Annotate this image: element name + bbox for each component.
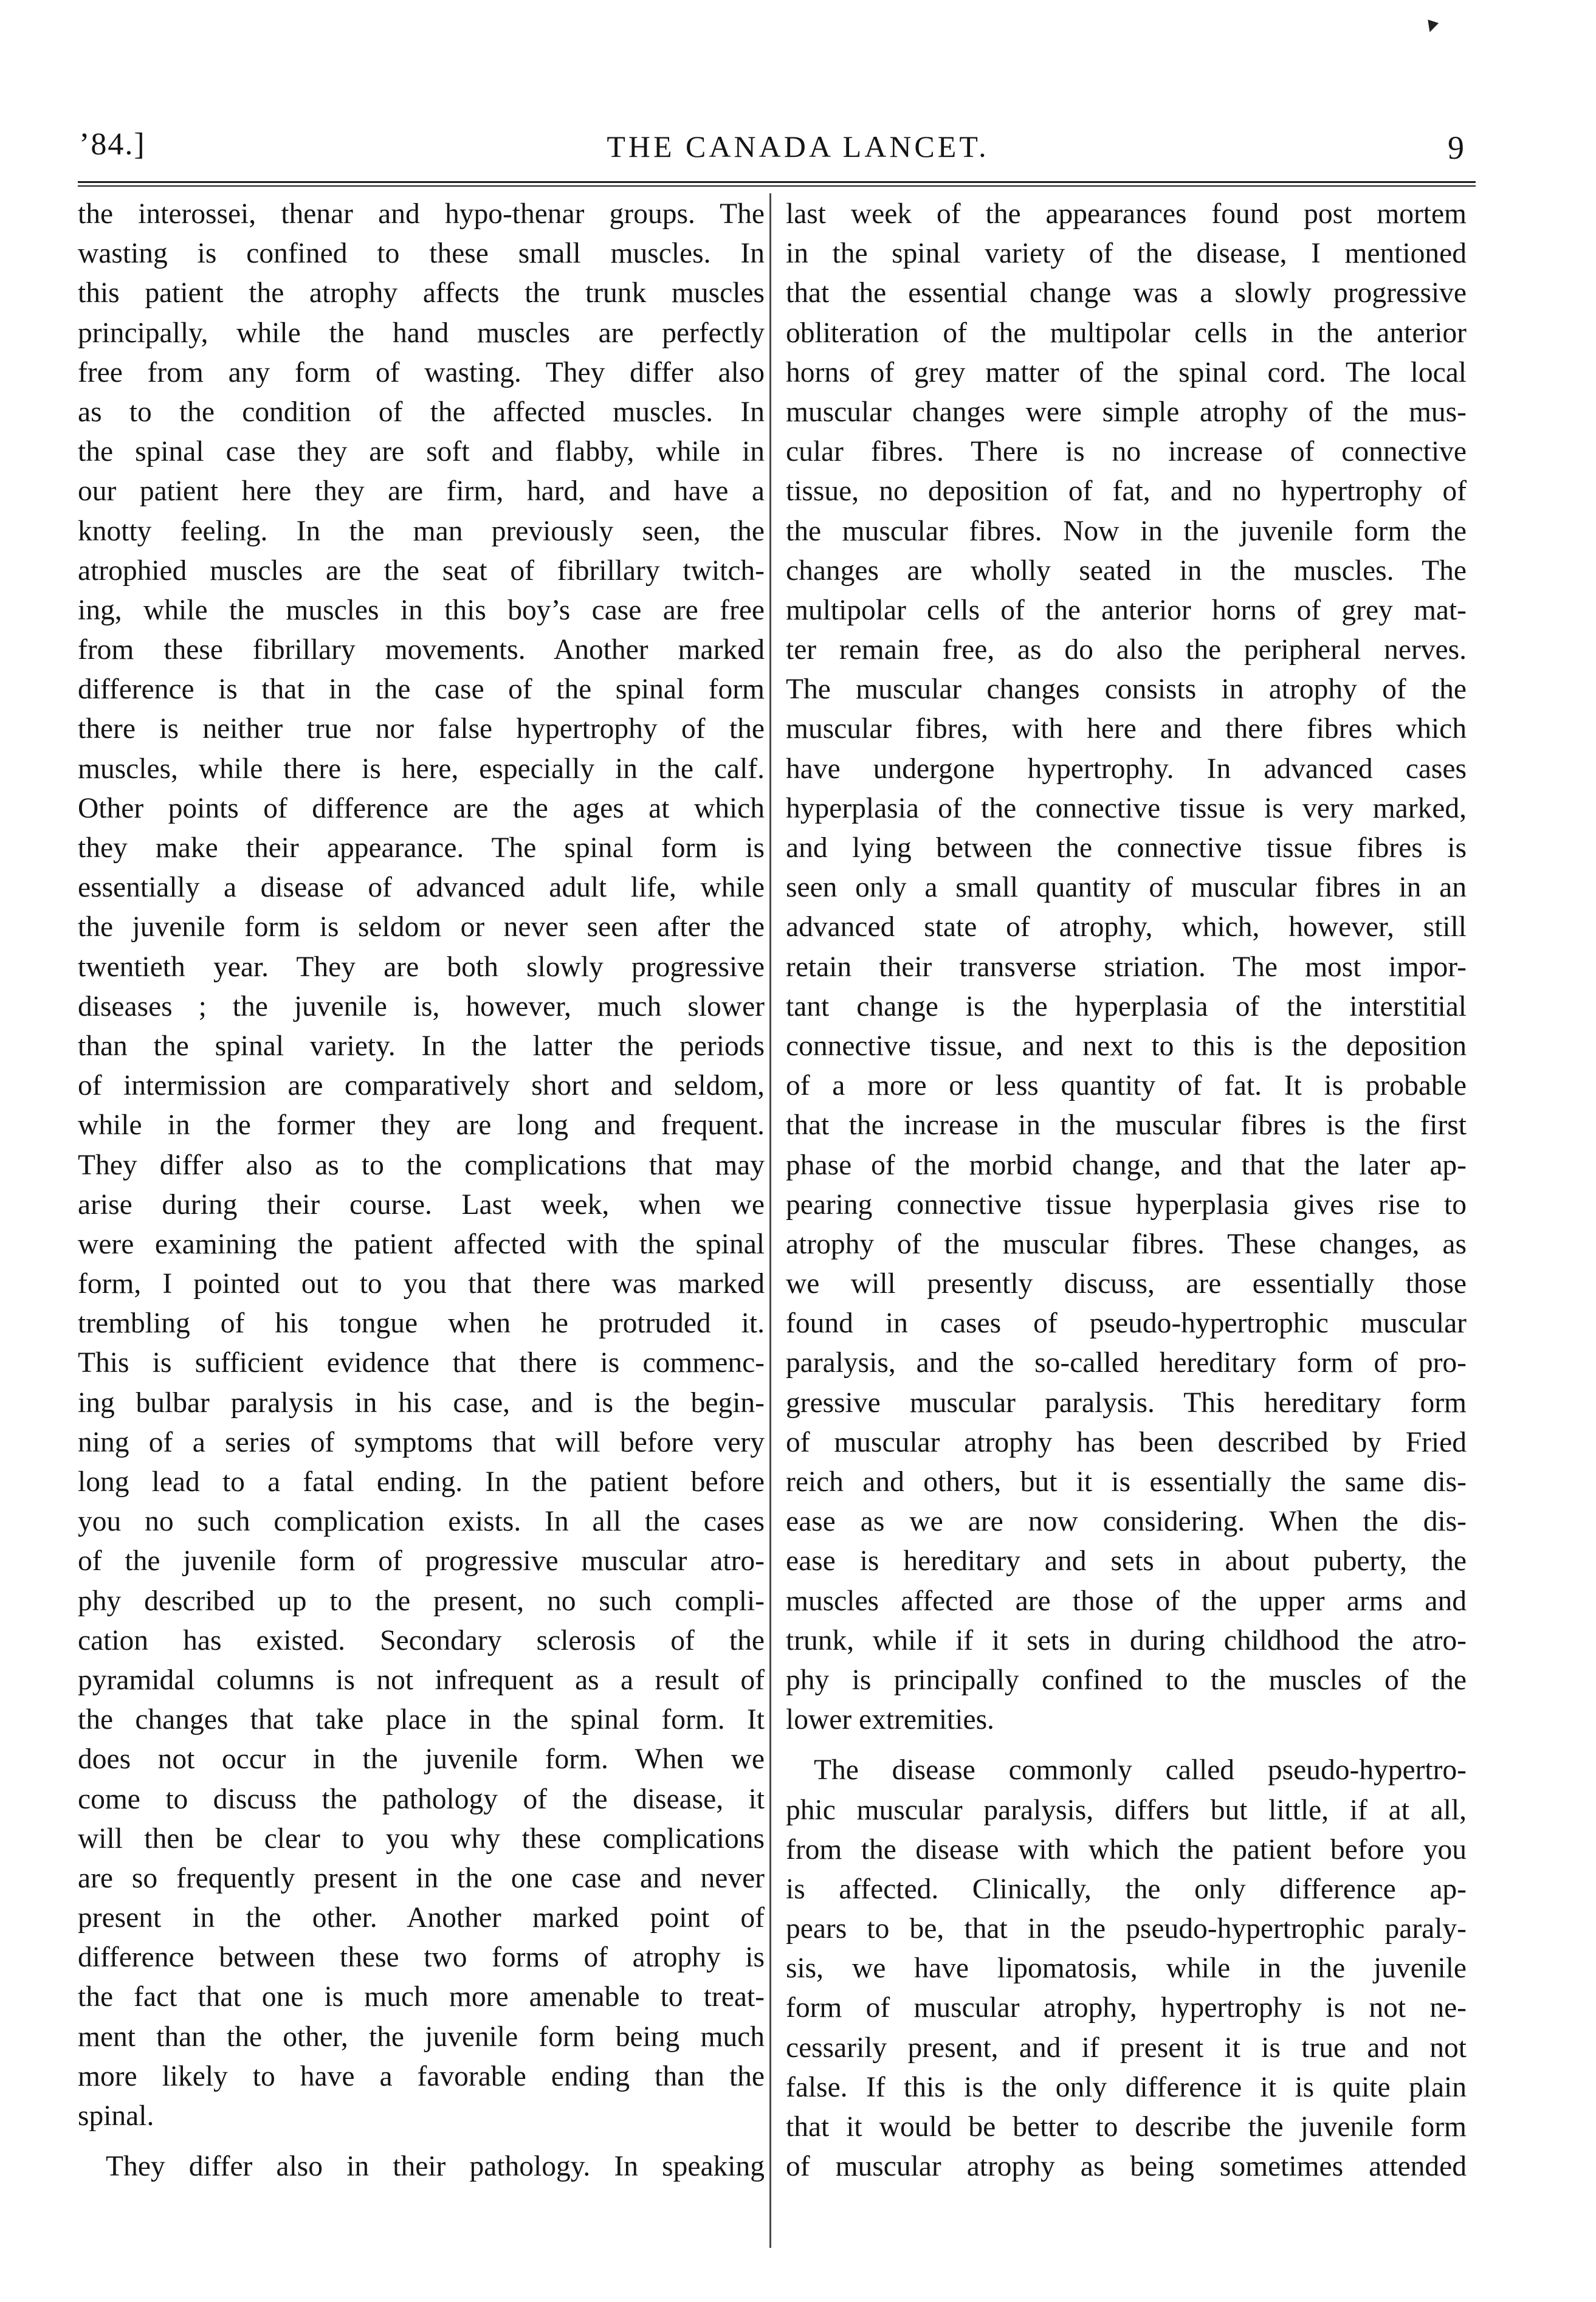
text-line: in the spinal variety of the disease, I mentioned [786, 238, 1467, 270]
text-line: present in the other. Another marked point of [78, 1902, 765, 1934]
text-line: and lying between the connective tissue fibres is [786, 832, 1467, 864]
text-line: ease is hereditary and sets in about puberty, the [786, 1545, 1467, 1577]
paragraph-gap [78, 2136, 765, 2147]
paragraph-gap [786, 1740, 1467, 1751]
text-line: retain their transverse striation. The most impor- [786, 951, 1467, 983]
left-column [78, 195, 765, 2187]
text-line: have undergone hypertrophy. In advanced cases [786, 753, 1467, 785]
text-line: we will presently discuss, are essentially those [786, 1268, 1467, 1300]
text-line: muscles affected are those of the upper arms and [786, 1585, 1467, 1617]
text-line: long lead to a fatal ending. In the patient before [78, 1466, 765, 1498]
text-line: hyperplasia of the connective tissue is very marked, [786, 792, 1467, 824]
text-line: principally, while the hand muscles are perfectly [78, 317, 765, 349]
text-line: than the spinal variety. In the latter the periods [78, 1030, 765, 1062]
text-line: of muscular atrophy has been described by Fried [786, 1426, 1467, 1458]
text-line: changes are wholly seated in the muscles. The [786, 554, 1467, 587]
text-line: the changes that take place in the spinal form. It [78, 1704, 765, 1736]
text-line: ease as we are now considering. When the dis- [786, 1506, 1467, 1538]
text-line: the muscular fibres. Now in the juvenile form the [786, 515, 1467, 547]
corner-mark: ▼ [1419, 12, 1445, 40]
text-line: sis, we have lipomatosis, while in the juvenile [786, 1952, 1467, 1985]
text-line: of the juvenile form of progressive muscular atro- [78, 1545, 765, 1577]
text-line: multipolar cells of the anterior horns of grey mat- [786, 594, 1467, 626]
text-line: advanced state of atrophy, which, however, still [786, 911, 1467, 943]
text-line: are so frequently present in the one case and never [78, 1862, 765, 1894]
text-line: essentially a disease of advanced adult life, while [78, 872, 765, 904]
column-divider [769, 193, 771, 2248]
text-line: this patient the atrophy affects the trunk muscles [78, 277, 765, 309]
text-line: of intermission are comparatively short and seldom, [78, 1070, 765, 1102]
text-line: you no such complication exists. In all the cases [78, 1506, 765, 1538]
text-line: of muscular atrophy as being sometimes attended [786, 2151, 1467, 2183]
text-line: Other points of difference are the ages at which [78, 792, 765, 824]
text-line: tissue, no deposition of fat, and no hypertrophy of [786, 475, 1467, 508]
text-line: does not occur in the juvenile form. When we [78, 1743, 765, 1776]
text-line: form of muscular atrophy, hypertrophy is not ne- [786, 1992, 1467, 2024]
text-line: cessarily present, and if present it is true and not [786, 2031, 1467, 2064]
text-line: the spinal case they are soft and flabby, while in [78, 436, 765, 468]
text-line: the juvenile form is seldom or never seen after the [78, 911, 765, 943]
text-line: come to discuss the pathology of the disease, it [78, 1783, 765, 1815]
text-line: as to the condition of the affected muscles. In [78, 396, 765, 428]
header-rule [78, 181, 1476, 183]
text-line: false. If this is the only difference it is quite plain [786, 2071, 1467, 2103]
text-line: atrophied muscles are the seat of fibrillary twitch- [78, 554, 765, 587]
text-line: knotty feeling. In the man previously seen, the [78, 515, 765, 547]
text-line: while in the former they are long and frequent. [78, 1109, 765, 1142]
text-line: of a more or less quantity of fat. It is probable [786, 1070, 1467, 1102]
header-rule-thin [78, 185, 1476, 187]
text-line: lower extremities. [786, 1704, 994, 1736]
text-line: the fact that one is much more amenable to treat- [78, 1981, 765, 2013]
text-line: arise during their course. Last week, when we [78, 1188, 765, 1221]
text-line: from the disease with which the patient before you [786, 1833, 1467, 1866]
text-line: that the increase in the muscular fibres is the first [786, 1109, 1467, 1142]
text-line: ning of a series of symptoms that will before very [78, 1426, 765, 1458]
text-line: will then be clear to you why these complications [78, 1822, 765, 1855]
text-line: pyramidal columns is not infrequent as a result of [78, 1664, 765, 1696]
text-line: muscular fibres, with here and there fibres which [786, 713, 1467, 745]
text-line: horns of grey matter of the spinal cord. The local [786, 356, 1467, 388]
text-line: gressive muscular paralysis. This hereditary form [786, 1387, 1467, 1419]
text-line: trunk, while if it sets in during childhood the atro- [786, 1624, 1467, 1656]
text-line: connective tissue, and next to this is the deposition [786, 1030, 1467, 1062]
text-line: paralysis, and the so-called hereditary form of pro- [786, 1347, 1467, 1379]
text-line: twentieth year. They are both slowly progressive [78, 951, 765, 983]
text-line: there is neither true nor false hypertrophy of the [78, 713, 765, 745]
text-line: from these fibrillary movements. Another marked [78, 634, 765, 666]
text-line: they make their appearance. The spinal form is [78, 832, 765, 864]
text-line: more likely to have a favorable ending than the [78, 2060, 765, 2092]
text-line: The disease commonly called pseudo-hypertro- [814, 1754, 1467, 1787]
text-line: ter remain free, as do also the peripheral nerves. [786, 634, 1467, 666]
text-line: tant change is the hyperplasia of the interstitial [786, 990, 1467, 1022]
text-line: atrophy of the muscular fibres. These changes, as [786, 1228, 1467, 1260]
text-line: trembling of his tongue when he protruded it. [78, 1308, 765, 1340]
text-line: They differ also in their pathology. In speaking [106, 2151, 765, 2183]
text-line: is affected. Clinically, the only difference ap- [786, 1873, 1467, 1905]
text-line: obliteration of the multipolar cells in the anterior [786, 317, 1467, 349]
text-line: ing, while the muscles in this boy’s case are free [78, 594, 765, 626]
text-line: free from any form of wasting. They differ also [78, 356, 765, 388]
text-line: difference between these two forms of atrophy is [78, 1942, 765, 1974]
text-line: cular fibres. There is no increase of connective [786, 436, 1467, 468]
text-line: the interossei, thenar and hypo-thenar groups. The [78, 198, 765, 230]
text-line: pearing connective tissue hyperplasia gives rise to [786, 1188, 1467, 1221]
text-line: muscular changes were simple atrophy of the mus- [786, 396, 1467, 428]
text-line: phic muscular paralysis, differs but little, if at all, [786, 1794, 1467, 1826]
text-line: ment than the other, the juvenile form being much [78, 2021, 765, 2053]
text-line: were examining the patient affected with the spinal [78, 1228, 765, 1260]
text-line: phy is principally confined to the muscles of the [786, 1664, 1467, 1696]
text-line: This is sufficient evidence that there is commenc- [78, 1347, 765, 1379]
text-line: wasting is confined to these small muscles. In [78, 238, 765, 270]
text-line: cation has existed. Secondary sclerosis of the [78, 1624, 765, 1656]
text-line: phy described up to the present, no such compli- [78, 1585, 765, 1617]
text-line: spinal. [78, 2100, 154, 2132]
text-line: form, I pointed out to you that there was marked [78, 1268, 765, 1300]
text-line: pears to be, that in the pseudo-hypertrophic paraly- [786, 1913, 1467, 1945]
text-line: that the essential change was a slowly progressive [786, 277, 1467, 309]
text-line: muscles, while there is here, especially in the calf. [78, 753, 765, 785]
text-line: difference is that in the case of the spinal form [78, 674, 765, 706]
text-line: last week of the appearances found post mortem [786, 198, 1467, 230]
running-header [0, 122, 1596, 170]
text-line: They differ also as to the complications that may [78, 1149, 765, 1181]
text-line: phase of the morbid change, and that the later ap- [786, 1149, 1467, 1181]
text-line: seen only a small quantity of muscular fibres in an [786, 872, 1467, 904]
text-line: ing bulbar paralysis in his case, and is the begin- [78, 1387, 765, 1419]
journal-title: THE CANADA LANCET. [607, 129, 989, 164]
text-line: found in cases of pseudo-hypertrophic muscular [786, 1308, 1467, 1340]
text-line: The muscular changes consists in atrophy of the [786, 674, 1467, 706]
page-number: 9 [1448, 129, 1464, 166]
text-line: our patient here they are firm, hard, and have a [78, 475, 765, 508]
text-line: diseases ; the juvenile is, however, much slower [78, 990, 765, 1022]
text-line: reich and others, but it is essentially the same dis- [786, 1466, 1467, 1498]
header-year: ’84.] [79, 127, 146, 162]
right-column [786, 195, 1467, 2187]
text-line: that it would be better to describe the juvenile form [786, 2111, 1467, 2143]
